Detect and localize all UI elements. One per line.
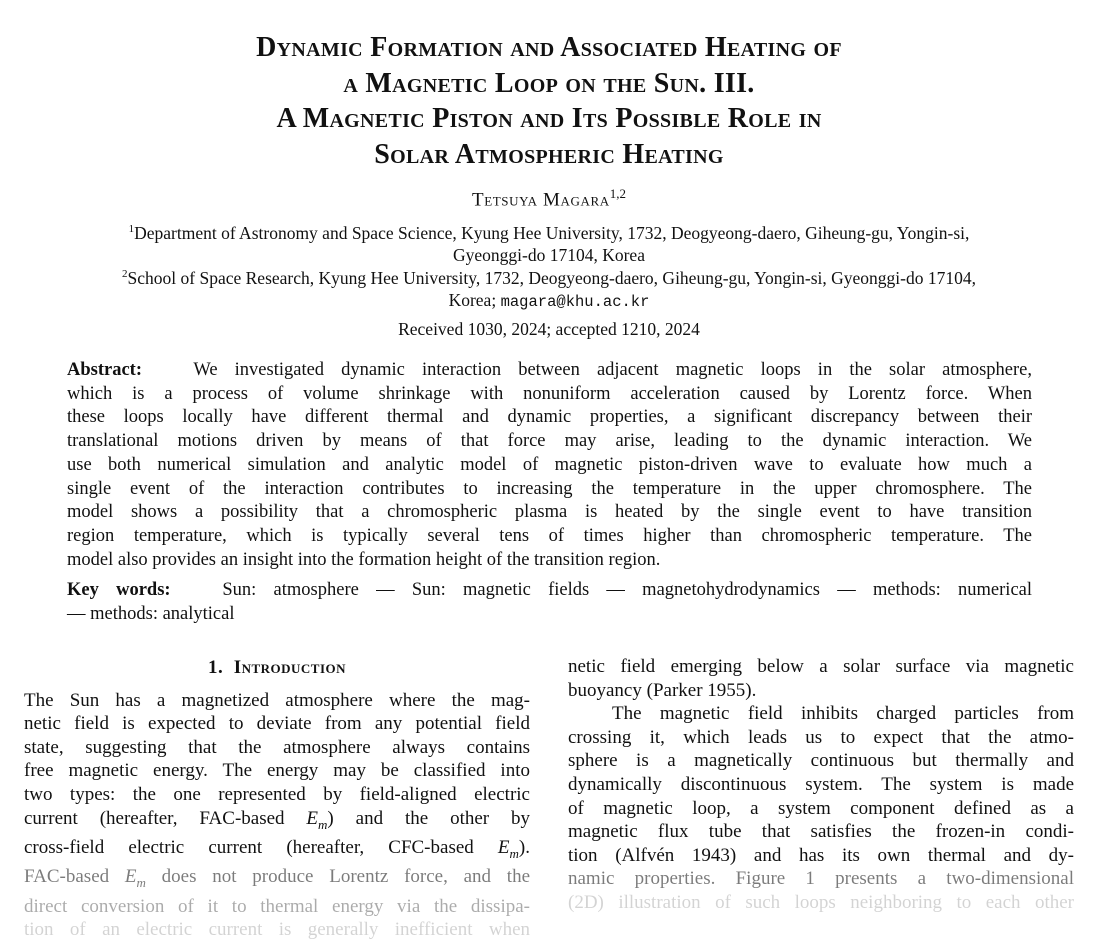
body-line: free magnetic energy. The energy may be classified into <box>24 760 530 782</box>
body-line: two types: the one represented by field-aligned electric <box>24 783 530 805</box>
body-line: FAC-based $E_m$ does not produce Lorentz force, and the <box>24 866 531 891</box>
abstract-line: use both numerical simulation and analytic model of magnetic piston-driven wave to evaluate how much a <box>67 454 1032 475</box>
title-line: A Magnetic Piston and Its Possible Role in <box>276 103 822 134</box>
abstract-line: which is a process of volume shrinkage with nonuniform acceleration caused by Lorentz force. When <box>67 383 1032 404</box>
abstract-line: translational motions driven by means of that force may arise, leading to the dynamic interaction. We <box>67 431 1032 452</box>
body-line: namic properties. Figure 1 presents a two-dimensional <box>568 868 1074 890</box>
affil-text: Gyeonggi-do 17104, Korea <box>453 244 645 265</box>
affil-text: School of Space Research, Kyung Hee University, 1732, Deogyeong-daero, Giheung-gu, Yongin-si, Gyeonggi-do 17104, <box>127 267 976 288</box>
abstract-line: model shows a possibility that a chromospheric plasma is heated by the single event to have transition <box>67 502 1032 523</box>
author-email-link[interactable]: magara@khu.ac.kr <box>500 292 650 311</box>
body-line: of magnetic loop, a system component defined as a <box>568 797 1074 819</box>
keywords-line: — methods: analytical <box>67 603 235 624</box>
body-line: sphere is a magnetically continuous but thermally and <box>568 750 1074 772</box>
author-affil-marker: 1,2 <box>609 186 626 201</box>
math-symbol: $E_m$ <box>306 807 328 832</box>
body-line: tion (Alfvén 1943) and has its own thermal and dy- <box>568 844 1074 866</box>
body-line: buoyancy (Parker 1955). <box>568 679 757 701</box>
right-column <box>568 655 1074 915</box>
body-line: tion of an electric current is generally inefficient when <box>24 919 530 941</box>
affil-text: Department of Astronomy and Space Science, Kyung Hee University, 1732, Deogyeong-daero, Giheung-gu, Yongin-si, <box>134 222 970 243</box>
section-number: 1. <box>207 657 224 678</box>
abstract <box>67 359 1032 572</box>
abstract-line: model also provides an insight into the formation height of the transition region. <box>67 549 661 570</box>
affil-text: Korea; <box>448 289 501 310</box>
affiliation-2 <box>30 263 1068 313</box>
affil-marker: 1 <box>128 223 135 235</box>
body-line: dynamically discontinuous system. The system is made <box>568 773 1074 795</box>
abstract-line: single event of the interaction contributes to increasing the temperature in the upper chromosphere. The <box>67 478 1032 499</box>
paper-title <box>100 30 998 172</box>
author-name: Tetsuya Magara <box>472 189 610 211</box>
keywords <box>67 579 1032 626</box>
affil-marker: 2 <box>122 268 128 280</box>
author-line <box>0 186 1098 211</box>
body-line: direct conversion of it to thermal energy via the dissipa- <box>24 895 530 917</box>
math-symbol: $E_m$ <box>497 836 519 861</box>
keywords-line: Key words: Sun: atmosphere — Sun: magnetic fields — magnetohydrodynamics — methods: numerical <box>67 580 1033 600</box>
body-line: The magnetic field inhibits charged particles from <box>612 703 1074 725</box>
body-line: current (hereafter, FAC-based $E_m$) and the other by <box>24 807 530 832</box>
body-line: netic field is expected to deviate from any potential field <box>24 713 530 735</box>
abstract-line: region temperature, which is typically several tens of times higher than chromospheric temperature. The <box>67 525 1032 546</box>
left-column <box>24 656 530 942</box>
body-line: (2D) illustration of such loops neighboring to each other <box>568 891 1074 913</box>
body-line: crossing it, which leads us to expect that the atmo- <box>568 726 1074 748</box>
abstract-line: these loops locally have different thermal and dynamic properties, a significant discrepancy between their <box>67 407 1032 428</box>
math-symbol: $E_m$ <box>124 866 146 891</box>
abstract-label: Abstract: <box>67 360 143 380</box>
body-line: state, suggesting that the atmosphere always contains <box>24 736 530 758</box>
body-line: magnetic flux tube that satisfies the frozen-in condi- <box>568 821 1074 843</box>
affiliation-1 <box>30 218 1068 266</box>
title-line: a Magnetic Loop on the Sun. III. <box>343 67 755 99</box>
title-line: Solar Atmospheric Heating <box>374 138 724 170</box>
section-heading <box>24 656 530 680</box>
body-line: The Sun has a magnetized atmosphere where the mag- <box>24 689 530 711</box>
abstract-line: Abstract: We investigated dynamic interaction between adjacent magnetic loops in the solar atmosphere, <box>67 360 1033 380</box>
keywords-label: Key words: <box>67 580 171 600</box>
title-line: Dynamic Formation and Associated Heating of <box>256 32 842 63</box>
received-dates: Received 1030, 2024; accepted 1210, 2024 <box>398 319 700 339</box>
section-title: Introduction <box>233 657 347 678</box>
body-line: netic field emerging below a solar surface via magnetic <box>568 656 1074 677</box>
body-line: cross-field electric current (hereafter, CFC-based $E_m$). <box>24 836 530 861</box>
